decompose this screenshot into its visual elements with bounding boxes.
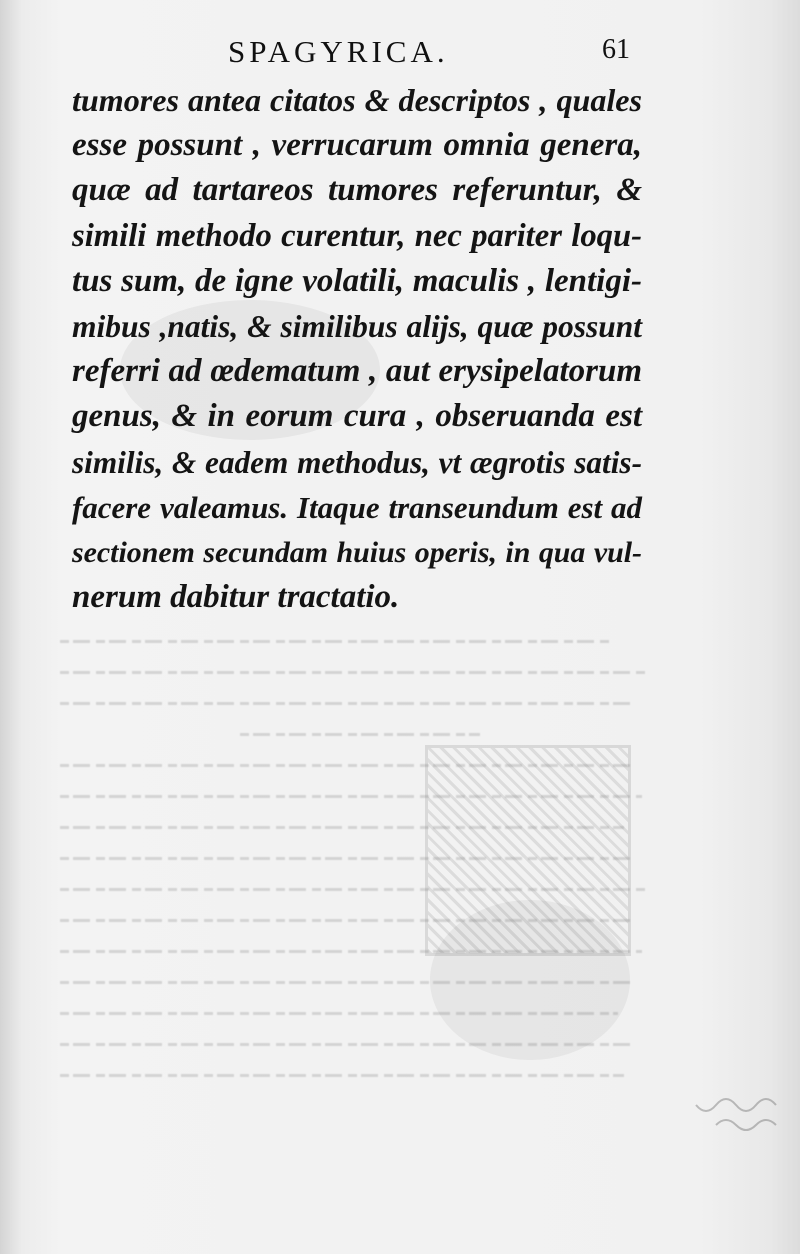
text-line: sectionem secundam huius operis, in qua vul- [72, 535, 642, 569]
text-line: tumores antea citatos & descriptos , quales [72, 82, 642, 118]
text-line-final: nerum dabitur tractatio. [72, 579, 400, 616]
page-number: 61 [602, 34, 630, 65]
page-header [228, 34, 648, 74]
text-line: tus sum, de igne volatili, maculis , lentigi- [72, 262, 642, 299]
text-line: referri ad œdematum , aut erysipelatorum [72, 353, 642, 390]
text-line: genus, & in eorum cura , obseruanda est [72, 398, 642, 435]
text-line: simili methodo curentur, nec pariter loqu- [72, 217, 642, 254]
text-line: quæ ad tartareos tumores referuntur, & [72, 172, 642, 209]
body-text [72, 78, 642, 620]
running-head: SPAGYRICA. [228, 34, 449, 69]
text-line: facere valeamus. Itaque transeundum est ad [72, 489, 642, 525]
text-line: mibus ,natis, & similibus alijs, quæ possunt [72, 308, 642, 344]
text-line: similis, & eadem methodus, vt ægrotis satis- [72, 444, 642, 480]
show-through-margin-note [676, 1085, 786, 1135]
paper-stain [430, 900, 630, 1060]
text-line: esse possunt , verrucarum omnia genera, [72, 127, 642, 164]
margin-note-mark [676, 1085, 786, 1135]
